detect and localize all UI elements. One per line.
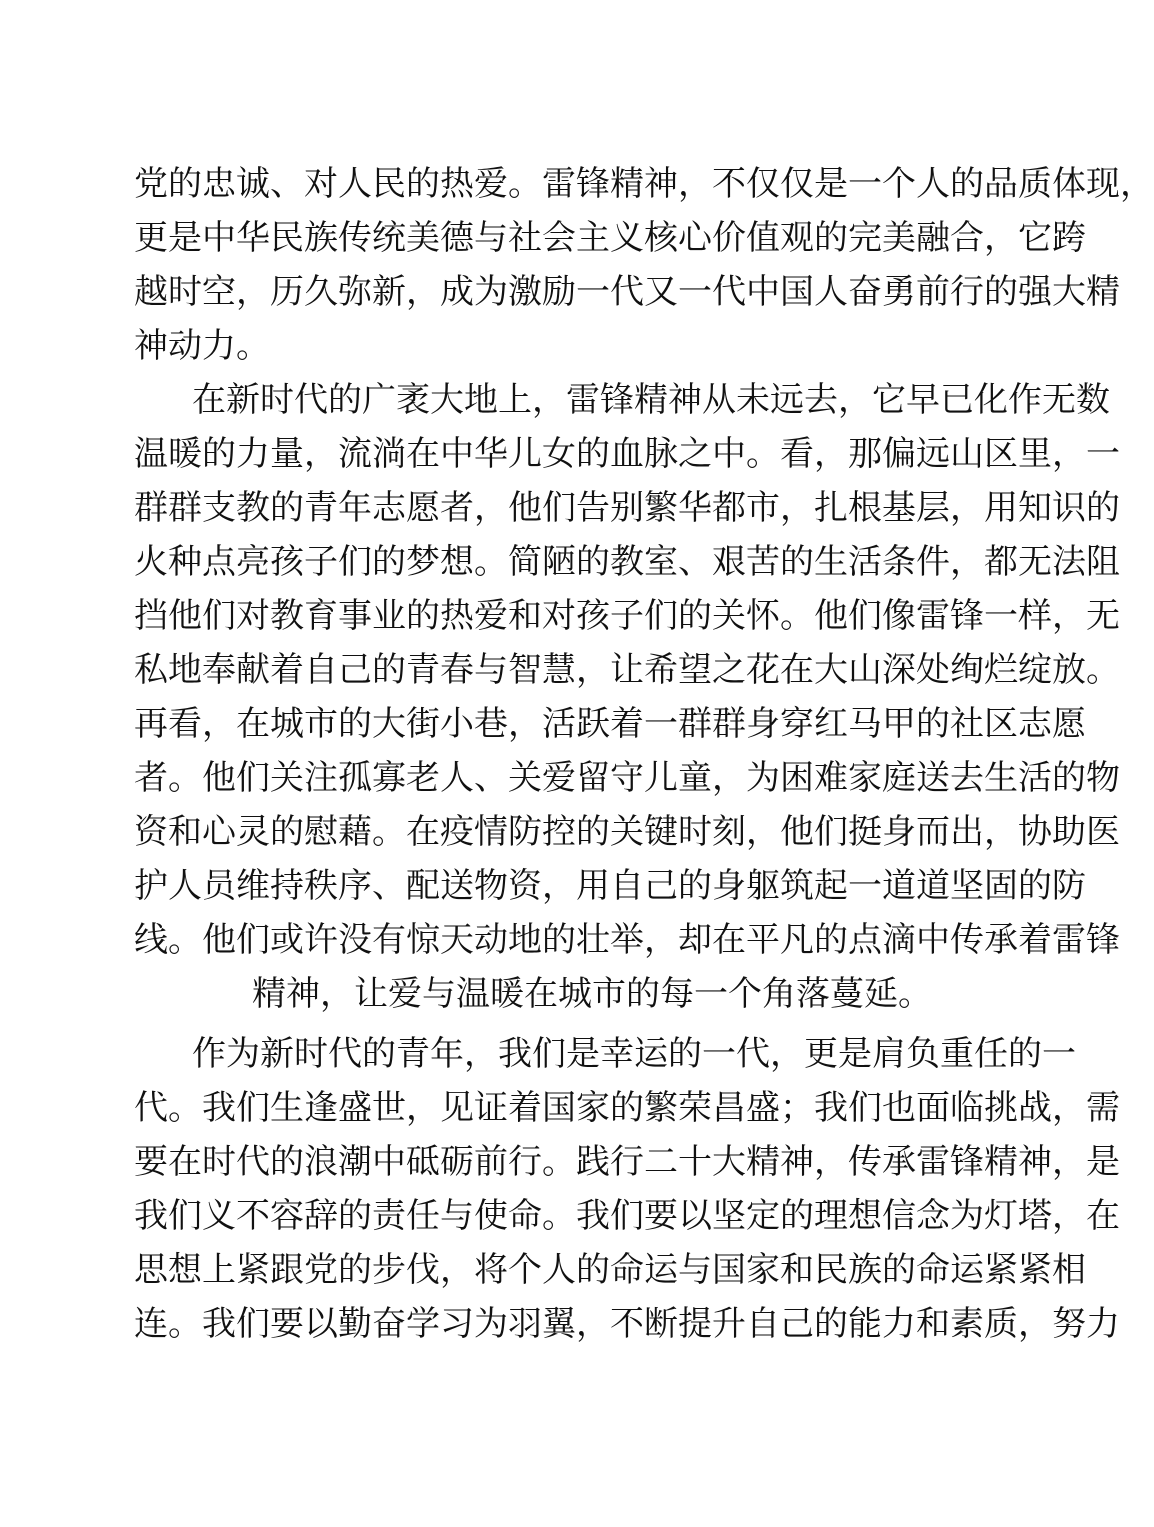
text-line: 资和心灵的慰藉。在疫情防控的关键时刻，他们挺身而出，协助医: [134, 812, 1120, 852]
text-line: 私地奉献着自己的青春与智慧，让希望之花在大山深处绚烂绽放。: [134, 650, 1120, 690]
text-line: 我们义不容辞的责任与使命。我们要以坚定的理想信念为灯塔，在: [134, 1196, 1120, 1236]
text-line: 更是中华民族传统美德与社会主义核心价值观的完美融合，它跨: [134, 218, 1086, 258]
text-line: 连。我们要以勤奋学习为羽翼，不断提升自己的能力和素质，努力: [134, 1304, 1120, 1344]
text-line: 再看，在城市的大街小巷，活跃着一群群身穿红马甲的社区志愿: [134, 704, 1086, 744]
text-line: 要在时代的浪潮中砥砺前行。践行二十大精神，传承雷锋精神，是: [134, 1142, 1120, 1182]
indented-text-line: 精神，让爱与温暖在城市的每一个角落蔓延。: [252, 974, 932, 1014]
text-line: 护人员维持秩序、配送物资，用自己的身躯筑起一道道坚固的防: [134, 866, 1086, 906]
text-line: 者。他们关注孤寡老人、关爱留守儿童，为困难家庭送去生活的物: [134, 758, 1120, 798]
text-line: 线。他们或许没有惊天动地的壮举，却在平凡的点滴中传承着雷锋: [134, 920, 1120, 960]
text-line: 挡他们对教育事业的热爱和对孩子们的关怀。他们像雷锋一样，无: [134, 596, 1120, 636]
text-line: 火种点亮孩子们的梦想。简陋的教室、艰苦的生活条件，都无法阻: [134, 542, 1120, 582]
text-line: 温暖的力量，流淌在中华儿女的血脉之中。看，那偏远山区里，一: [134, 434, 1120, 474]
text-line: 群群支教的青年志愿者，他们告别繁华都市，扎根基层，用知识的: [134, 488, 1120, 528]
paragraph-start-line: 作为新时代的青年，我们是幸运的一代，更是肩负重任的一: [192, 1034, 1076, 1074]
text-line: 党的忠诚、对人民的热爱。雷锋精神，不仅仅是一个人的品质体现，: [134, 164, 1154, 204]
text-line: 思想上紧跟党的步伐，将个人的命运与国家和民族的命运紧紧相: [134, 1250, 1086, 1290]
paragraph-start-line: 在新时代的广袤大地上，雷锋精神从未远去，它早已化作无数: [192, 380, 1110, 420]
text-line: 代。我们生逢盛世，见证着国家的繁荣昌盛；我们也面临挑战，需: [134, 1088, 1120, 1128]
text-line: 越时空，历久弥新，成为激励一代又一代中国人奋勇前行的强大精: [134, 272, 1120, 312]
text-line: 神动力。: [134, 326, 270, 366]
